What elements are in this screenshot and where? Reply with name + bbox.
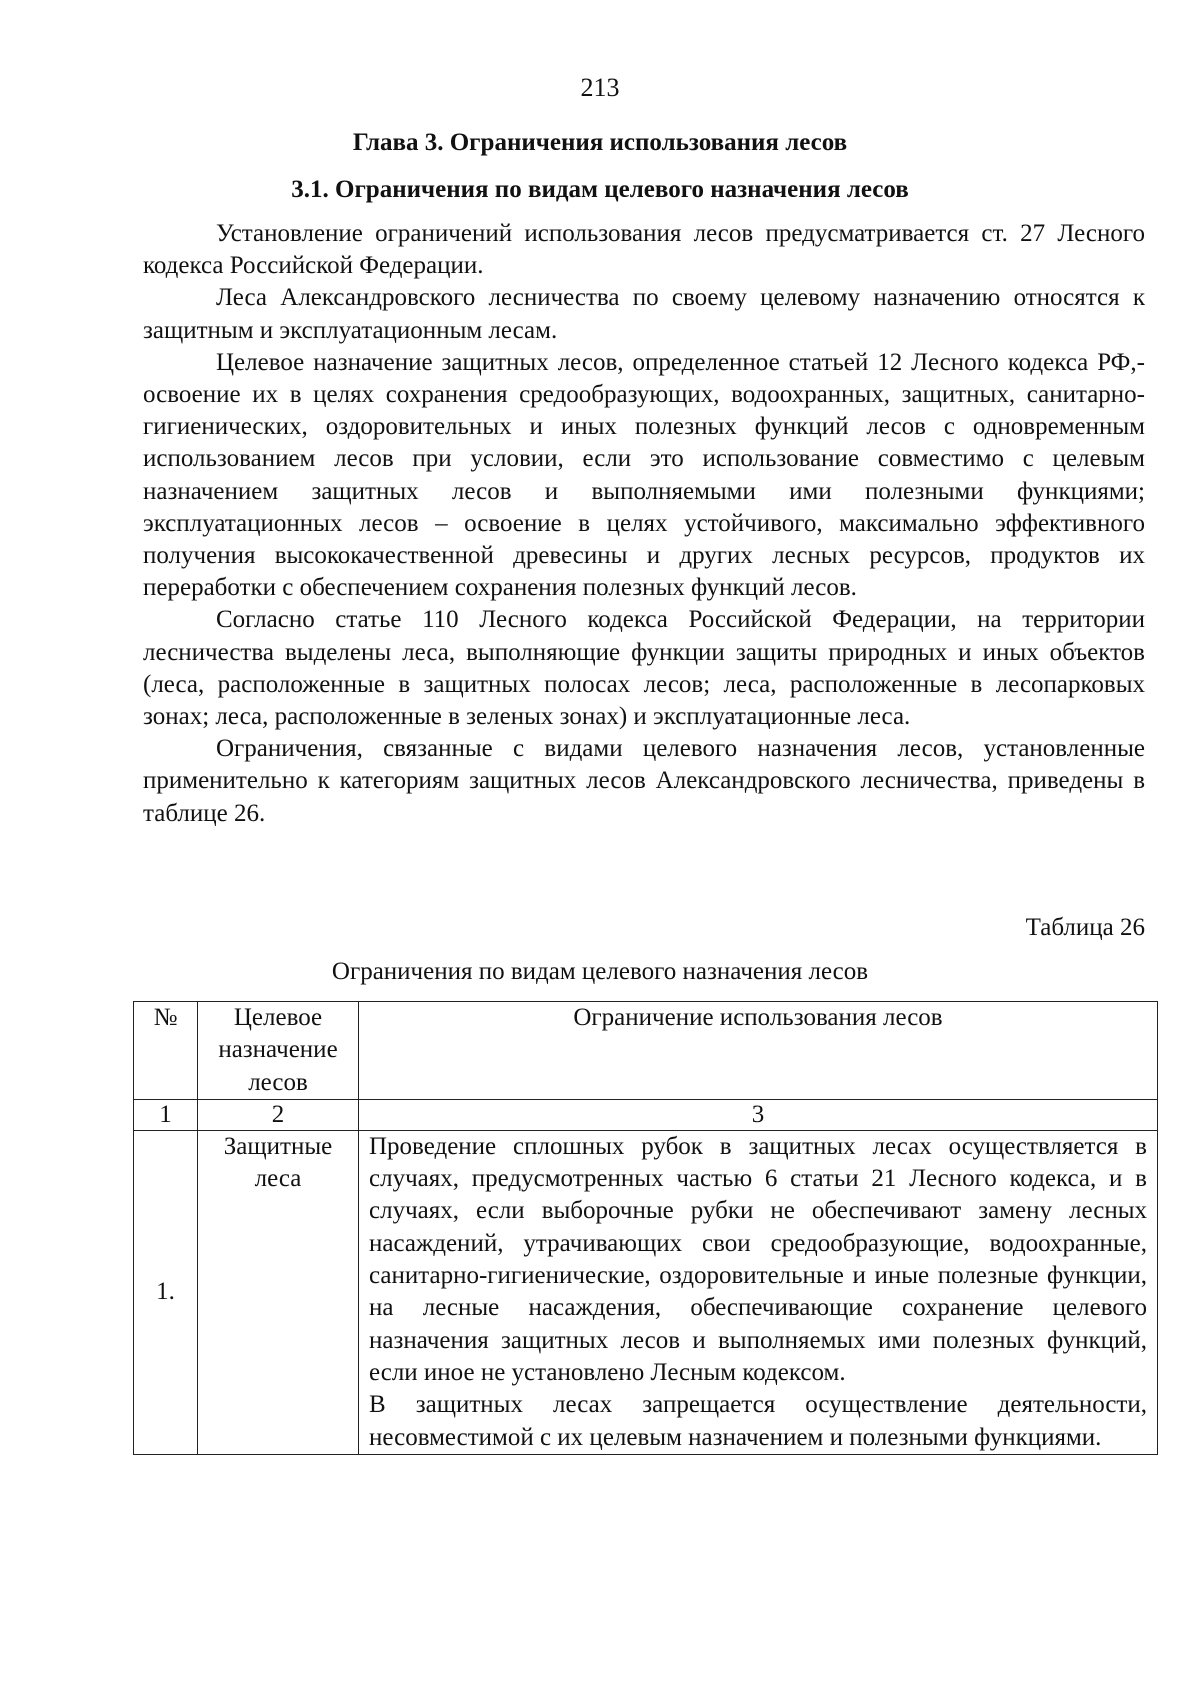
row-restriction-cell — [359, 1130, 1158, 1454]
index-cell: 1 — [134, 1099, 198, 1130]
index-cell: 3 — [359, 1099, 1158, 1130]
paragraph: Целевое назначение защитных лесов, определенное статьей 12 Лесного кодекса РФ,- освоение их в целях сохранения средообразующих, водоохранных, защитных, санитарно-гигиенических, оздоровительных и иных полезных функций лесов с одновременным использованием лесов при условии, если это использование совместимо с целевым назначением защитных лесов и выполняемыми ими полезными функциями; эксплуатационных лесов – освоение в целях устойчивого, максимально эффективного получения высококачественной древесины и других лесных ресурсов, продуктов их переработки с обеспечением сохранения полезных функций лесов. — [143, 348, 1145, 602]
paragraph: Установление ограничений использования лесов предусматривается ст. 27 Лесного кодекса Российской Федерации. — [143, 220, 1145, 280]
paragraph: Леса Александровского лесничества по своему целевому назначению относятся к защитным и эксплуатационным лесам. — [143, 284, 1145, 344]
header-cell-purpose: Целевое назначение лесов — [198, 1002, 359, 1100]
table-header-row — [134, 1002, 1158, 1100]
restriction-paragraph: В защитных лесах запрещается осуществление деятельности, несовместимой с их целевым назначением и полезными функциями. — [369, 1391, 1147, 1451]
table-index-row — [134, 1099, 1158, 1130]
body-text — [143, 218, 1145, 830]
paragraph: Согласно статье 110 Лесного кодекса Российской Федерации, на территории лесничества выделены леса, выполняющие функции защиты природных и иных объектов (леса, расположенные в защитных полосах лесов; леса, расположенные в лесопарковых зонах; леса, расположенные в зеленых зонах) и эксплуатационные леса. — [143, 606, 1145, 731]
header-cell-restriction: Ограничение использования лесов — [359, 1002, 1158, 1100]
header-cell-number: № — [134, 1002, 198, 1100]
restrictions-table — [133, 1001, 1158, 1455]
table-caption-number: Таблица 26 — [1025, 914, 1145, 941]
table-caption-title: Ограничения по видам целевого назначения лесов — [331, 958, 869, 985]
row-purpose-cell: Защитные леса — [198, 1130, 359, 1454]
row-number-cell: 1. — [134, 1130, 198, 1454]
section-title: 3.1. Ограничения по видам целевого назначения лесов — [291, 176, 909, 203]
chapter-title: Глава 3. Ограничения использования лесов — [352, 129, 848, 156]
index-cell: 2 — [198, 1099, 359, 1130]
table-row — [134, 1130, 1158, 1454]
restriction-paragraph: Проведение сплошных рубок в защитных лесах осуществляется в случаях, предусмотренных частью 6 статьи 21 Лесного кодекса, и в случаях, если выборочные рубки не обеспечивают замену лесных насаждений, утрачивающих свои средообразующие, водоохранные, санитарно-гигиенические, оздоровительные и иные полезные функции, на лесные насаждения, обеспечивающие сохранение целевого назначения защитных лесов и выполняемых ими полезных функций, если иное не установлено Лесным кодексом. — [369, 1132, 1147, 1386]
paragraph: Ограничения, связанные с видами целевого назначения лесов, установленные применительно к категориям защитных лесов Александровского лесничества, приведены в таблице 26. — [143, 735, 1145, 827]
page-number: 213 — [580, 73, 620, 102]
